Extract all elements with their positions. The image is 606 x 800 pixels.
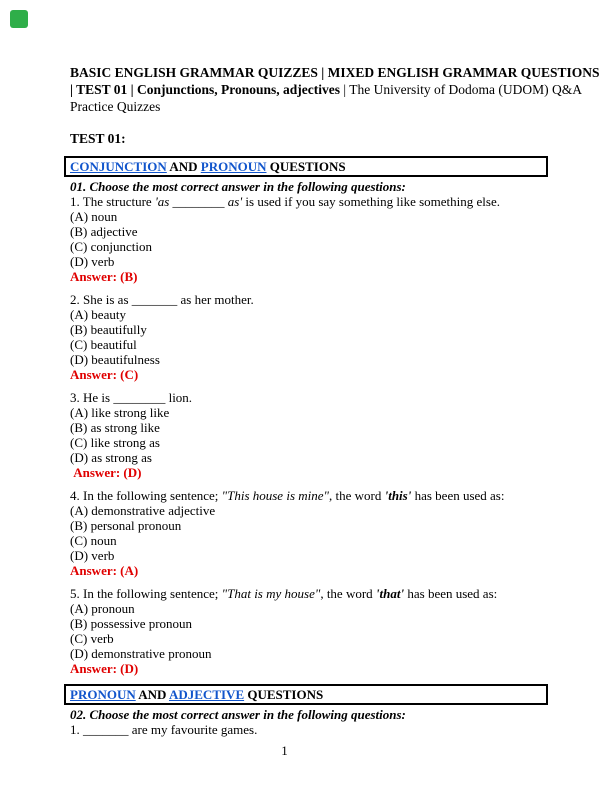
question-5-option-b: (B) possessive pronoun <box>70 616 193 631</box>
question-block-5 <box>70 586 536 676</box>
page-number: 1 <box>281 743 288 758</box>
question-5-word: 'that' <box>375 586 405 601</box>
section1-heading-box <box>64 156 548 177</box>
pronoun-link-2[interactable]: PRONOUN <box>70 687 136 702</box>
question-2-option-d: (D) beautifulness <box>70 352 160 367</box>
adjective-link[interactable]: ADJECTIVE <box>168 687 245 702</box>
question-5-pre: 5. In the following sentence; <box>70 586 222 601</box>
question-1-italic: 'as ________ as' <box>154 194 243 209</box>
question-1-option-c: (C) conjunction <box>70 239 152 254</box>
title-line-2-bold: | TEST 01 | Conjunctions, Pronouns, adjectives <box>70 82 340 97</box>
question-4-option-c: (C) noun <box>70 533 117 548</box>
question-1-pre: 1. The structure <box>70 194 155 209</box>
question-3-option-b: (B) as strong like <box>70 420 160 435</box>
document-page <box>70 64 600 758</box>
conjunction-link[interactable]: CONJUNCTION <box>70 159 167 174</box>
test-number-heading: TEST 01: <box>70 131 126 146</box>
green-corner-marker-icon <box>10 10 28 28</box>
question-4-answer: Answer: (A) <box>70 563 139 578</box>
pronoun-link[interactable]: PRONOUN <box>200 159 267 174</box>
question-block-3 <box>70 390 536 480</box>
question-block-2 <box>70 292 536 382</box>
question-1-option-d: (D) verb <box>70 254 115 269</box>
document-title <box>70 64 600 115</box>
question-5-mid: , the word <box>320 586 376 601</box>
title-line-2 <box>70 81 583 98</box>
section2-instruction: 02. Choose the most correct answer in the following questions: <box>70 707 406 722</box>
question-4-word: 'this' <box>384 488 412 503</box>
section2-heading-rest: QUESTIONS <box>247 687 324 702</box>
question-4-option-d: (D) verb <box>70 548 115 563</box>
question-4-post: has been used as: <box>411 488 505 503</box>
title-line-2-regular: | The University of Dodoma (UDOM) Q&A <box>340 82 583 97</box>
question-5-answer: Answer: (D) <box>70 661 139 676</box>
section1-heading-rest: QUESTIONS <box>269 159 346 174</box>
question-3-option-a: (A) like strong like <box>70 405 170 420</box>
title-line-3 <box>70 98 536 115</box>
question-5-text <box>70 586 536 601</box>
question-4-option-b: (B) personal pronoun <box>70 518 182 533</box>
question-5-quote: "That is my house" <box>221 586 321 601</box>
question-block-4 <box>70 488 536 578</box>
title-line-3-regular: Practice Quizzes <box>70 99 161 114</box>
section1-instruction: 01. Choose the most correct answer in the following questions: <box>70 179 406 194</box>
question-2-answer: Answer: (C) <box>70 367 139 382</box>
title-line-1-bold: BASIC ENGLISH GRAMMAR QUIZZES | MIXED ENGLISH GRAMMAR QUESTIONS <box>70 65 600 80</box>
question-5-option-a: (A) pronoun <box>70 601 135 616</box>
question-4-pre: 4. In the following sentence; <box>70 488 222 503</box>
question-1-text <box>70 194 536 209</box>
question-5-post: has been used as: <box>404 586 498 601</box>
question-2-option-a: (A) beauty <box>70 307 126 322</box>
question-2-option-b: (B) beautifully <box>70 322 147 337</box>
title-line-1 <box>70 64 600 81</box>
question-1-option-a: (A) noun <box>70 209 118 224</box>
section1-heading-and: AND <box>169 159 198 174</box>
question-2-option-c: (C) beautiful <box>70 337 137 352</box>
question-block-1 <box>70 194 536 284</box>
question-3-answer: Answer: (D) <box>70 465 142 480</box>
question-3-option-d: (D) as strong as <box>70 450 152 465</box>
section2-heading-and: AND <box>138 687 167 702</box>
question-3-text: 3. He is ________ lion. <box>70 390 193 405</box>
question-3-option-c: (C) like strong as <box>70 435 160 450</box>
question-1-option-b: (B) adjective <box>70 224 138 239</box>
question-1-answer: Answer: (B) <box>70 269 138 284</box>
question-2-text: 2. She is as _______ as her mother. <box>70 292 254 307</box>
question-5-option-c: (C) verb <box>70 631 114 646</box>
question-4-option-a: (A) demonstrative adjective <box>70 503 216 518</box>
section2-heading-box <box>64 684 548 705</box>
question-4-quote: "This house is mine" <box>221 488 329 503</box>
question-4-text <box>70 488 536 503</box>
question-5-option-d: (D) demonstrative pronoun <box>70 646 212 661</box>
section2-question-1-text: 1. _______ are my favourite games. <box>70 722 258 737</box>
question-4-mid: , the word <box>328 488 385 503</box>
question-1-post: is used if you say something like something else. <box>242 194 500 209</box>
